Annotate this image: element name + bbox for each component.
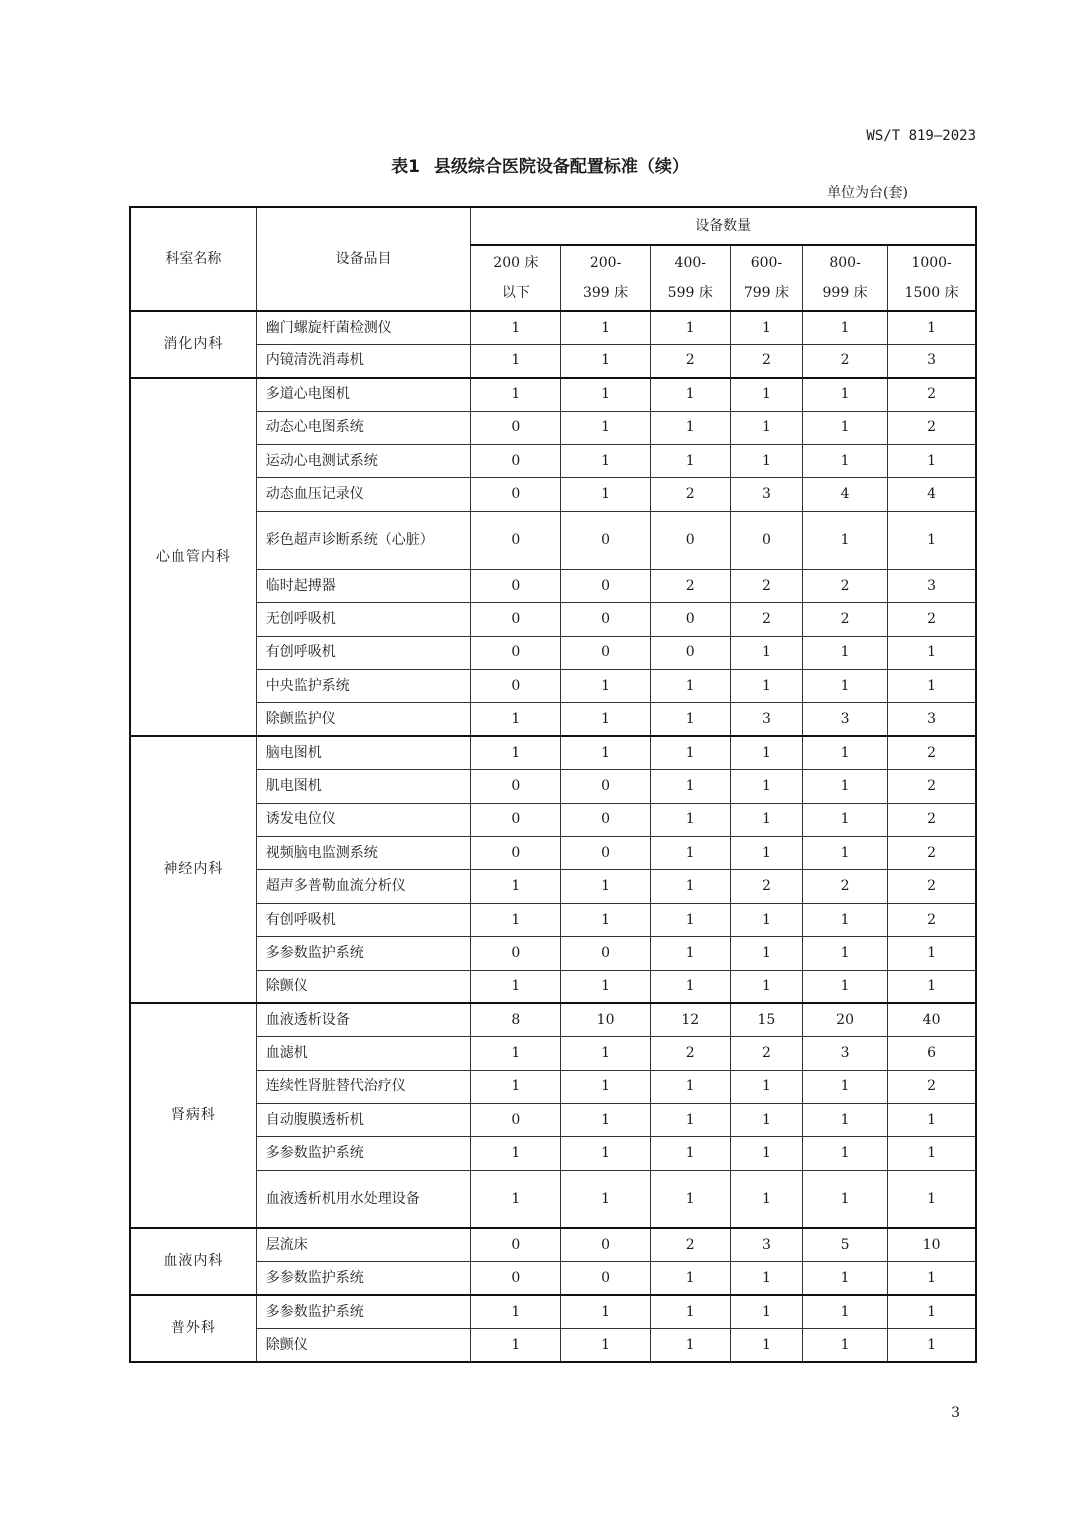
department-group bbox=[130, 1003, 976, 1228]
department-group bbox=[130, 736, 976, 1003]
quantity-cell: 1 bbox=[561, 311, 650, 344]
quantity-cell: 1 bbox=[730, 770, 802, 803]
quantity-cell: 0 bbox=[650, 603, 730, 636]
quantity-cell: 2 bbox=[730, 569, 802, 602]
quantity-cell: 1 bbox=[650, 1137, 730, 1170]
quantity-cell: 1 bbox=[650, 970, 730, 1003]
equipment-config-table bbox=[129, 206, 977, 1363]
quantity-cell: 2 bbox=[730, 344, 802, 377]
quantity-cell: 0 bbox=[471, 569, 561, 602]
equipment-name: 动态血压记录仪 bbox=[256, 478, 470, 511]
quantity-cell: 1 bbox=[471, 903, 561, 936]
quantity-cell: 2 bbox=[730, 603, 802, 636]
quantity-cell: 1 bbox=[730, 670, 802, 703]
quantity-cell: 2 bbox=[650, 478, 730, 511]
quantity-cell: 0 bbox=[561, 603, 650, 636]
quantity-cell: 1 bbox=[730, 378, 802, 411]
quantity-cell: 3 bbox=[730, 1228, 802, 1261]
quantity-cell: 0 bbox=[471, 636, 561, 669]
quantity-cell: 1 bbox=[650, 937, 730, 970]
table-row bbox=[130, 1003, 976, 1036]
quantity-cell: 1 bbox=[730, 1262, 802, 1295]
equipment-name: 血滤机 bbox=[256, 1037, 470, 1070]
quantity-cell: 1 bbox=[803, 1329, 888, 1362]
equipment-name: 超声多普勒血流分析仪 bbox=[256, 870, 470, 903]
quantity-cell: 3 bbox=[730, 703, 802, 736]
bed-size-line2: 以下 bbox=[501, 285, 530, 301]
quantity-cell: 0 bbox=[471, 1262, 561, 1295]
quantity-cell: 1 bbox=[803, 1104, 888, 1137]
quantity-cell: 1 bbox=[730, 937, 802, 970]
quantity-cell: 1 bbox=[650, 1295, 730, 1328]
quantity-cell: 1 bbox=[888, 1170, 976, 1228]
quantity-cell: 0 bbox=[471, 511, 561, 569]
quantity-cell: 1 bbox=[730, 1104, 802, 1137]
quantity-cell: 1 bbox=[650, 411, 730, 444]
quantity-cell: 1 bbox=[561, 411, 650, 444]
table-row bbox=[130, 937, 976, 970]
equipment-name: 幽门螺旋杆菌检测仪 bbox=[256, 311, 470, 344]
equipment-name: 连续性肾脏替代治疗仪 bbox=[256, 1070, 470, 1103]
bed-size-line2: 1500 床 bbox=[904, 285, 959, 301]
table-row bbox=[130, 311, 976, 344]
table-row bbox=[130, 1137, 976, 1170]
quantity-cell: 1 bbox=[803, 1170, 888, 1228]
quantity-cell: 1 bbox=[730, 1170, 802, 1228]
department-group bbox=[130, 378, 976, 737]
equipment-name: 动态心电图系统 bbox=[256, 411, 470, 444]
quantity-cell: 1 bbox=[471, 870, 561, 903]
quantity-cell: 2 bbox=[803, 603, 888, 636]
department-group bbox=[130, 1295, 976, 1362]
table-row bbox=[130, 870, 976, 903]
header-bed-size bbox=[650, 245, 730, 311]
quantity-cell: 1 bbox=[650, 903, 730, 936]
bed-size-line1: 1000- bbox=[911, 255, 952, 271]
equipment-name: 多道心电图机 bbox=[256, 378, 470, 411]
quantity-cell: 1 bbox=[803, 311, 888, 344]
quantity-cell: 2 bbox=[650, 569, 730, 602]
quantity-cell: 0 bbox=[471, 445, 561, 478]
department-group bbox=[130, 311, 976, 378]
quantity-cell: 1 bbox=[561, 1137, 650, 1170]
quantity-cell: 2 bbox=[888, 803, 976, 836]
quantity-cell: 1 bbox=[561, 703, 650, 736]
quantity-cell: 3 bbox=[888, 569, 976, 602]
quantity-cell: 1 bbox=[803, 636, 888, 669]
quantity-cell: 1 bbox=[730, 311, 802, 344]
quantity-cell: 0 bbox=[561, 511, 650, 569]
quantity-cell: 0 bbox=[471, 1104, 561, 1137]
quantity-cell: 1 bbox=[650, 1329, 730, 1362]
bed-size-line2: 599 床 bbox=[667, 285, 713, 301]
equipment-name: 多参数监护系统 bbox=[256, 1262, 470, 1295]
equipment-name: 彩色超声诊断系统（心脏） bbox=[256, 511, 470, 569]
department-name: 普外科 bbox=[130, 1295, 256, 1362]
bed-size-line1: 200 床 bbox=[493, 255, 539, 271]
quantity-cell: 1 bbox=[803, 770, 888, 803]
quantity-cell: 1 bbox=[561, 670, 650, 703]
quantity-cell: 0 bbox=[471, 803, 561, 836]
table-number: 表1 bbox=[391, 157, 420, 177]
quantity-cell: 1 bbox=[650, 703, 730, 736]
bed-size-line2: 799 床 bbox=[743, 285, 789, 301]
quantity-cell: 1 bbox=[650, 1070, 730, 1103]
quantity-cell: 0 bbox=[471, 478, 561, 511]
quantity-cell: 1 bbox=[803, 1262, 888, 1295]
quantity-cell: 3 bbox=[803, 703, 888, 736]
quantity-cell: 1 bbox=[561, 1329, 650, 1362]
quantity-cell: 0 bbox=[561, 836, 650, 869]
quantity-cell: 1 bbox=[888, 1329, 976, 1362]
quantity-cell: 0 bbox=[650, 511, 730, 569]
equipment-name: 多参数监护系统 bbox=[256, 1295, 470, 1328]
quantity-cell: 1 bbox=[650, 378, 730, 411]
quantity-cell: 2 bbox=[888, 770, 976, 803]
quantity-cell: 2 bbox=[888, 1070, 976, 1103]
table-row bbox=[130, 1295, 976, 1328]
quantity-cell: 1 bbox=[888, 1295, 976, 1328]
quantity-cell: 0 bbox=[561, 803, 650, 836]
quantity-cell: 1 bbox=[730, 970, 802, 1003]
table-row bbox=[130, 970, 976, 1003]
quantity-cell: 1 bbox=[803, 378, 888, 411]
quantity-cell: 1 bbox=[561, 970, 650, 1003]
quantity-cell: 2 bbox=[803, 344, 888, 377]
quantity-cell: 1 bbox=[471, 378, 561, 411]
quantity-cell: 1 bbox=[650, 445, 730, 478]
quantity-cell: 1 bbox=[561, 1170, 650, 1228]
table-title-text: 县级综合医院设备配置标准（续） bbox=[433, 157, 689, 177]
equipment-name: 内镜清洗消毒机 bbox=[256, 344, 470, 377]
quantity-cell: 1 bbox=[730, 1329, 802, 1362]
quantity-cell: 1 bbox=[650, 803, 730, 836]
quantity-cell: 1 bbox=[730, 1295, 802, 1328]
quantity-cell: 2 bbox=[650, 1228, 730, 1261]
quantity-cell: 1 bbox=[730, 1070, 802, 1103]
quantity-cell: 1 bbox=[650, 770, 730, 803]
header-bed-size bbox=[803, 245, 888, 311]
quantity-cell: 1 bbox=[888, 636, 976, 669]
bed-size-line1: 600- bbox=[750, 255, 783, 271]
equipment-name: 中央监护系统 bbox=[256, 670, 470, 703]
table-title bbox=[0, 152, 1080, 177]
quantity-cell: 1 bbox=[561, 903, 650, 936]
quantity-cell: 2 bbox=[888, 736, 976, 769]
table-row bbox=[130, 770, 976, 803]
equipment-name: 脑电图机 bbox=[256, 736, 470, 769]
equipment-name: 诱发电位仪 bbox=[256, 803, 470, 836]
quantity-cell: 1 bbox=[803, 1137, 888, 1170]
department-name: 神经内科 bbox=[130, 736, 256, 1003]
unit-note: 单位为台(套) bbox=[827, 185, 908, 201]
quantity-cell: 2 bbox=[730, 870, 802, 903]
quantity-cell: 3 bbox=[730, 478, 802, 511]
quantity-cell: 0 bbox=[561, 636, 650, 669]
quantity-cell: 1 bbox=[561, 1295, 650, 1328]
quantity-cell: 2 bbox=[803, 870, 888, 903]
quantity-cell: 1 bbox=[730, 903, 802, 936]
table-row bbox=[130, 344, 976, 377]
department-name: 肾病科 bbox=[130, 1003, 256, 1228]
quantity-cell: 1 bbox=[803, 903, 888, 936]
quantity-cell: 1 bbox=[561, 736, 650, 769]
equipment-name: 除颤仪 bbox=[256, 1329, 470, 1362]
quantity-cell: 1 bbox=[730, 836, 802, 869]
quantity-cell: 1 bbox=[471, 1070, 561, 1103]
header-dept: 科室名称 bbox=[130, 207, 256, 311]
equipment-name: 有创呼吸机 bbox=[256, 903, 470, 936]
quantity-cell: 1 bbox=[888, 511, 976, 569]
equipment-name: 多参数监护系统 bbox=[256, 1137, 470, 1170]
quantity-cell: 1 bbox=[650, 670, 730, 703]
table-row bbox=[130, 1228, 976, 1261]
quantity-cell: 1 bbox=[803, 670, 888, 703]
table-row bbox=[130, 603, 976, 636]
quantity-cell: 1 bbox=[471, 1329, 561, 1362]
quantity-cell: 1 bbox=[730, 1137, 802, 1170]
table-row bbox=[130, 803, 976, 836]
quantity-cell: 1 bbox=[803, 736, 888, 769]
quantity-cell: 1 bbox=[803, 1295, 888, 1328]
quantity-cell: 1 bbox=[730, 411, 802, 444]
bed-size-line1: 200- bbox=[589, 255, 622, 271]
quantity-cell: 0 bbox=[471, 836, 561, 869]
table-row bbox=[130, 411, 976, 444]
quantity-cell: 2 bbox=[888, 603, 976, 636]
equipment-name: 除颤仪 bbox=[256, 970, 470, 1003]
quantity-cell: 0 bbox=[471, 411, 561, 444]
quantity-cell: 1 bbox=[471, 1037, 561, 1070]
quantity-cell: 10 bbox=[561, 1003, 650, 1036]
quantity-cell: 1 bbox=[471, 703, 561, 736]
table-header bbox=[130, 207, 976, 311]
quantity-cell: 1 bbox=[730, 803, 802, 836]
table-row bbox=[130, 1329, 976, 1362]
quantity-cell: 1 bbox=[650, 1262, 730, 1295]
equipment-name: 多参数监护系统 bbox=[256, 937, 470, 970]
quantity-cell: 1 bbox=[471, 736, 561, 769]
quantity-cell: 1 bbox=[888, 311, 976, 344]
table-row bbox=[130, 903, 976, 936]
quantity-cell: 1 bbox=[730, 445, 802, 478]
quantity-cell: 1 bbox=[561, 1070, 650, 1103]
quantity-cell: 0 bbox=[730, 511, 802, 569]
quantity-cell: 1 bbox=[730, 736, 802, 769]
quantity-cell: 1 bbox=[650, 736, 730, 769]
table-row bbox=[130, 569, 976, 602]
quantity-cell: 1 bbox=[803, 411, 888, 444]
quantity-cell: 0 bbox=[471, 1228, 561, 1261]
quantity-cell: 2 bbox=[888, 378, 976, 411]
equipment-name: 临时起搏器 bbox=[256, 569, 470, 602]
quantity-cell: 0 bbox=[471, 603, 561, 636]
quantity-cell: 0 bbox=[471, 937, 561, 970]
quantity-cell: 1 bbox=[650, 870, 730, 903]
equipment-name: 血液透析设备 bbox=[256, 1003, 470, 1036]
header-bed-size bbox=[471, 245, 561, 311]
quantity-cell: 1 bbox=[650, 1170, 730, 1228]
quantity-cell: 1 bbox=[561, 378, 650, 411]
quantity-cell: 1 bbox=[803, 836, 888, 869]
quantity-cell: 3 bbox=[803, 1037, 888, 1070]
quantity-cell: 1 bbox=[650, 1104, 730, 1137]
quantity-cell: 1 bbox=[471, 970, 561, 1003]
quantity-cell: 1 bbox=[561, 1104, 650, 1137]
quantity-cell: 2 bbox=[650, 1037, 730, 1070]
standard-code: WS/T 819—2023 bbox=[866, 128, 976, 144]
quantity-cell: 12 bbox=[650, 1003, 730, 1036]
quantity-cell: 2 bbox=[803, 569, 888, 602]
table-row bbox=[130, 378, 976, 411]
quantity-cell: 1 bbox=[888, 1104, 976, 1137]
quantity-cell: 1 bbox=[561, 445, 650, 478]
table-row bbox=[130, 1037, 976, 1070]
table-row bbox=[130, 445, 976, 478]
table-row bbox=[130, 1170, 976, 1228]
table-row bbox=[130, 703, 976, 736]
quantity-cell: 2 bbox=[888, 903, 976, 936]
department-name: 消化内科 bbox=[130, 311, 256, 378]
quantity-cell: 0 bbox=[561, 937, 650, 970]
table-row bbox=[130, 1262, 976, 1295]
quantity-cell: 1 bbox=[803, 970, 888, 1003]
quantity-cell: 1 bbox=[650, 836, 730, 869]
department-name: 心血管内科 bbox=[130, 378, 256, 737]
header-quantity: 设备数量 bbox=[471, 207, 976, 245]
quantity-cell: 1 bbox=[650, 311, 730, 344]
equipment-name: 血液透析机用水处理设备 bbox=[256, 1170, 470, 1228]
quantity-cell: 40 bbox=[888, 1003, 976, 1036]
quantity-cell: 1 bbox=[888, 1262, 976, 1295]
quantity-cell: 1 bbox=[803, 1070, 888, 1103]
quantity-cell: 1 bbox=[888, 670, 976, 703]
quantity-cell: 4 bbox=[888, 478, 976, 511]
quantity-cell: 1 bbox=[471, 344, 561, 377]
table-row bbox=[130, 1104, 976, 1137]
quantity-cell: 2 bbox=[730, 1037, 802, 1070]
quantity-cell: 1 bbox=[471, 1295, 561, 1328]
equipment-name: 运动心电测试系统 bbox=[256, 445, 470, 478]
quantity-cell: 6 bbox=[888, 1037, 976, 1070]
bed-size-line2: 999 床 bbox=[822, 285, 868, 301]
quantity-cell: 4 bbox=[803, 478, 888, 511]
page-number: 3 bbox=[951, 1405, 960, 1421]
quantity-cell: 1 bbox=[561, 870, 650, 903]
quantity-cell: 1 bbox=[471, 1137, 561, 1170]
quantity-cell: 1 bbox=[730, 636, 802, 669]
equipment-name: 无创呼吸机 bbox=[256, 603, 470, 636]
quantity-cell: 2 bbox=[888, 870, 976, 903]
quantity-cell: 1 bbox=[888, 970, 976, 1003]
equipment-name: 视频脑电监测系统 bbox=[256, 836, 470, 869]
table-row bbox=[130, 1070, 976, 1103]
quantity-cell: 1 bbox=[888, 445, 976, 478]
quantity-cell: 0 bbox=[471, 770, 561, 803]
quantity-cell: 0 bbox=[650, 636, 730, 669]
table-row bbox=[130, 836, 976, 869]
quantity-cell: 2 bbox=[650, 344, 730, 377]
quantity-cell: 1 bbox=[471, 311, 561, 344]
table-row bbox=[130, 636, 976, 669]
table-row bbox=[130, 478, 976, 511]
quantity-cell: 5 bbox=[803, 1228, 888, 1261]
equipment-name: 层流床 bbox=[256, 1228, 470, 1261]
quantity-cell: 1 bbox=[561, 1037, 650, 1070]
header-item: 设备品目 bbox=[256, 207, 470, 311]
quantity-cell: 0 bbox=[561, 770, 650, 803]
table-row bbox=[130, 736, 976, 769]
equipment-name: 自动腹膜透析机 bbox=[256, 1104, 470, 1137]
quantity-cell: 10 bbox=[888, 1228, 976, 1261]
equipment-name: 有创呼吸机 bbox=[256, 636, 470, 669]
equipment-name: 肌电图机 bbox=[256, 770, 470, 803]
bed-size-line1: 800- bbox=[829, 255, 861, 271]
header-bed-size bbox=[561, 245, 650, 311]
quantity-cell: 2 bbox=[888, 836, 976, 869]
quantity-cell: 1 bbox=[803, 445, 888, 478]
quantity-cell: 1 bbox=[561, 478, 650, 511]
header-bed-size bbox=[730, 245, 802, 311]
quantity-cell: 1 bbox=[803, 803, 888, 836]
bed-size-line1: 400- bbox=[674, 255, 706, 271]
quantity-cell: 1 bbox=[471, 1170, 561, 1228]
quantity-cell: 0 bbox=[561, 569, 650, 602]
table-row bbox=[130, 670, 976, 703]
quantity-cell: 0 bbox=[561, 1228, 650, 1261]
quantity-cell: 0 bbox=[561, 1262, 650, 1295]
header-bed-size bbox=[888, 245, 976, 311]
department-group bbox=[130, 1228, 976, 1295]
equipment-name: 除颤监护仪 bbox=[256, 703, 470, 736]
department-name: 血液内科 bbox=[130, 1228, 256, 1295]
bed-size-line2: 399 床 bbox=[582, 285, 629, 301]
quantity-cell: 15 bbox=[730, 1003, 802, 1036]
quantity-cell: 1 bbox=[561, 344, 650, 377]
quantity-cell: 1 bbox=[803, 937, 888, 970]
quantity-cell: 1 bbox=[888, 937, 976, 970]
quantity-cell: 0 bbox=[471, 670, 561, 703]
table-row bbox=[130, 511, 976, 569]
quantity-cell: 20 bbox=[803, 1003, 888, 1036]
quantity-cell: 1 bbox=[888, 1137, 976, 1170]
quantity-cell: 3 bbox=[888, 703, 976, 736]
quantity-cell: 1 bbox=[803, 511, 888, 569]
quantity-cell: 2 bbox=[888, 411, 976, 444]
quantity-cell: 3 bbox=[888, 344, 976, 377]
quantity-cell: 8 bbox=[471, 1003, 561, 1036]
